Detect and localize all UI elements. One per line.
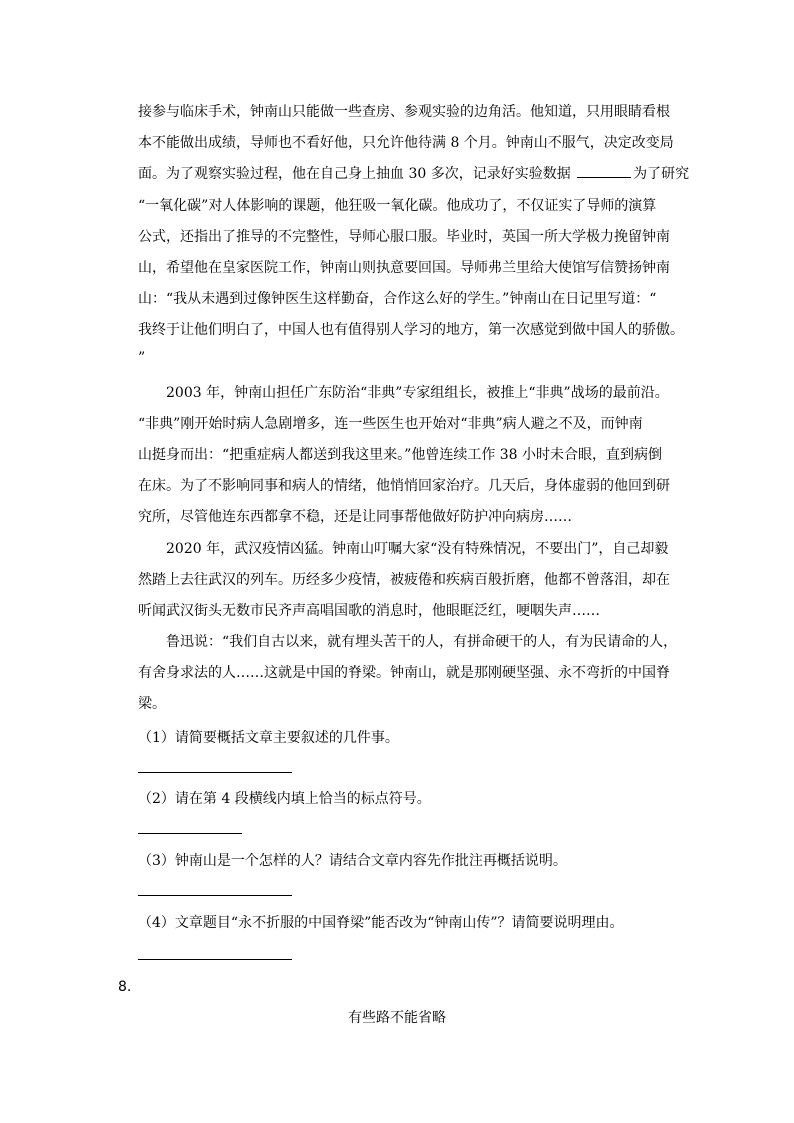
next-article-title: 有些路不能省略 bbox=[348, 1010, 446, 1026]
article-line: 公式，还指出了推导的不完整性，导师心服口服。毕业时，英国一所大学极力挽留钟南 bbox=[138, 229, 670, 245]
question-number: 8. bbox=[118, 979, 132, 995]
article-line-part: 为了研究 bbox=[633, 166, 690, 182]
article-line: 本不能做出成绩，导师也不看好他，只允许他待满 8 个月。钟南山不服气，决定改变局 bbox=[138, 135, 674, 151]
article-line: 我终于让他们明白了，中国人也有值得别人学习的地方，第一次感觉到做中国人的骄傲。 bbox=[138, 322, 684, 338]
article-line: 接参与临床手术，钟南山只能做一些查房、参观实验的边角活。他知道，只用眼睛看根 bbox=[138, 104, 670, 120]
question-3: （3）钟南山是一个怎样的人？请结合文章内容先作批注再概括说明。 bbox=[138, 853, 567, 869]
question-1: （1）请简要概括文章主要叙述的几件事。 bbox=[138, 730, 399, 746]
article-line: 山：“我从未遇到过像钟医生这样勤奋，合作这么好的学生。”钟南山在日记里写道：“ bbox=[138, 291, 657, 307]
article-line: 究所，尽管他连东西都拿不稳，还是让同事帮他做好防护冲向病房…… bbox=[138, 509, 572, 525]
answer-line-3[interactable] bbox=[138, 895, 292, 896]
article-line bbox=[138, 164, 690, 184]
article-line-part: 面。为了观察实验过程，他在自己身上抽血 30 多次，记录好实验数据 bbox=[138, 166, 571, 182]
article-line: 然踏上去往武汉的列车。历经多少疫情，被疲倦和疾病百般折磨，他都不曾落泪，却在 bbox=[138, 572, 670, 588]
answer-line-2[interactable] bbox=[138, 833, 242, 834]
article-line: “非典”刚开始时病人急剧增多，连一些医生也开始对“非典”病人避之不及，而钟南 bbox=[138, 416, 643, 432]
question-2: （2）请在第 4 段横线内填上恰当的标点符号。 bbox=[138, 791, 431, 807]
article-line: 有舍身求法的人……这就是中国的脊梁。钟南山，就是那刚硬坚强、永不弯折的中国脊 bbox=[138, 665, 670, 681]
answer-line-4[interactable] bbox=[138, 959, 292, 960]
article-line: 梁。 bbox=[138, 696, 166, 712]
article-line: 听闻武汉街头无数市民齐声高唱国歌的消息时，他眼眶泛红，哽咽失声…… bbox=[138, 603, 600, 619]
article-line: “一氧化碳”对人体影响的课题，他狂吸一氧化碳。他成功了，不仅证实了导师的演算 bbox=[138, 198, 657, 214]
article-line: 山，希望他在皇家医院工作，钟南山则执意要回国。导师弗兰里给大使馆写信赞扬钟南 bbox=[138, 260, 670, 276]
article-line: 在床。为了不影响同事和病人的情绪，他悄悄回家治疗。几天后，身体虚弱的他回到研 bbox=[138, 478, 670, 494]
article-line: 2003 年，钟南山担任广东防治“非典”专家组组长，被推上“非典”战场的最前沿。 bbox=[166, 385, 669, 401]
article-line: 鲁迅说：“我们自古以来，就有埋头苦干的人，有拼命硬干的人，有为民请命的人， bbox=[166, 634, 678, 650]
article-line: ” bbox=[138, 350, 146, 366]
article-line: 山挺身而出：“把重症病人都送到我这里来。”他曾连续工作 38 小时未合眼，直到病倒 bbox=[138, 447, 663, 463]
punctuation-blank[interactable] bbox=[577, 165, 631, 178]
article-line: 2020 年，武汉疫情凶猛。钟南山叮嘱大家“没有特殊情况，不要出门”，自己却毅 bbox=[166, 541, 669, 557]
answer-line-1[interactable] bbox=[138, 772, 292, 773]
question-4: （4）文章题目“永不折服的中国脊梁”能否改为“钟南山传”？请简要说明理由。 bbox=[138, 915, 624, 931]
